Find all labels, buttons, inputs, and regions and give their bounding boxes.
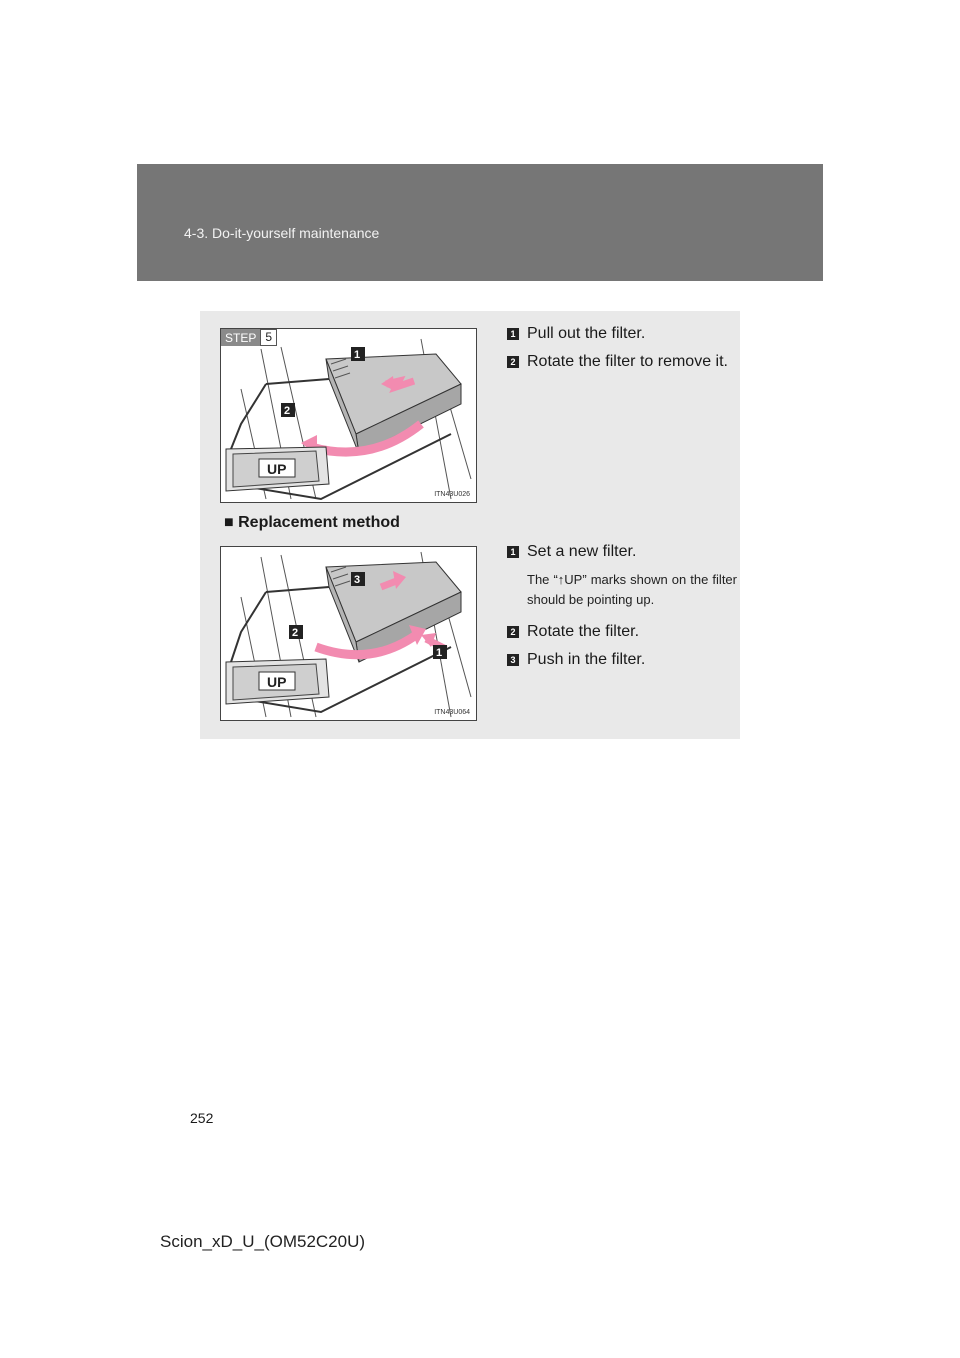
step-text: Pull out the filter. [527, 325, 646, 342]
step-text: Rotate the filter to remove it. [527, 353, 728, 370]
step-badge [221, 329, 277, 346]
list-item [507, 650, 737, 670]
callout-2: 2 [292, 627, 299, 639]
step-number: 5 [260, 329, 277, 346]
replacement-steps [507, 542, 737, 678]
page-number: 252 [190, 1110, 214, 1126]
figure-code: ITN43U026 [434, 491, 470, 498]
content-panel [200, 311, 740, 739]
list-item [507, 352, 737, 372]
section-title: 4-3. Do-it-yourself maintenance [184, 225, 380, 241]
note-text: The “↑UP” marks shown on the filter should be pointing up. [527, 572, 737, 607]
callout-2: 2 [284, 405, 291, 417]
up-mark: UP [267, 674, 287, 690]
section-heading: ■ Replacement method [224, 514, 400, 531]
callout-1: 1 [354, 349, 361, 361]
filter-diagram [221, 329, 476, 502]
list-item [507, 324, 737, 344]
callout-1: 1 [436, 647, 443, 659]
step-number-icon: 1 [507, 328, 519, 340]
step-number-icon: 1 [507, 546, 519, 558]
footer-text: Scion_xD_U_(OM52C20U) [160, 1232, 366, 1251]
filter-removal-illustration [220, 328, 477, 503]
up-mark: UP [267, 461, 287, 477]
step-text: Rotate the filter. [527, 623, 640, 640]
step-label: STEP [221, 329, 260, 346]
step-number-icon: 3 [507, 654, 519, 666]
step-text: Push in the filter. [527, 651, 646, 668]
figure-code: ITN43U064 [434, 709, 470, 716]
step-text: Set a new filter. [527, 543, 637, 560]
step-number-icon: 2 [507, 356, 519, 368]
filter-diagram [221, 547, 476, 720]
filter-replacement-illustration [220, 546, 477, 721]
removal-steps [507, 324, 737, 380]
list-item [507, 542, 737, 562]
list-item [507, 622, 737, 642]
step-number-icon: 2 [507, 626, 519, 638]
callout-3: 3 [354, 574, 361, 586]
page-header [137, 164, 823, 281]
